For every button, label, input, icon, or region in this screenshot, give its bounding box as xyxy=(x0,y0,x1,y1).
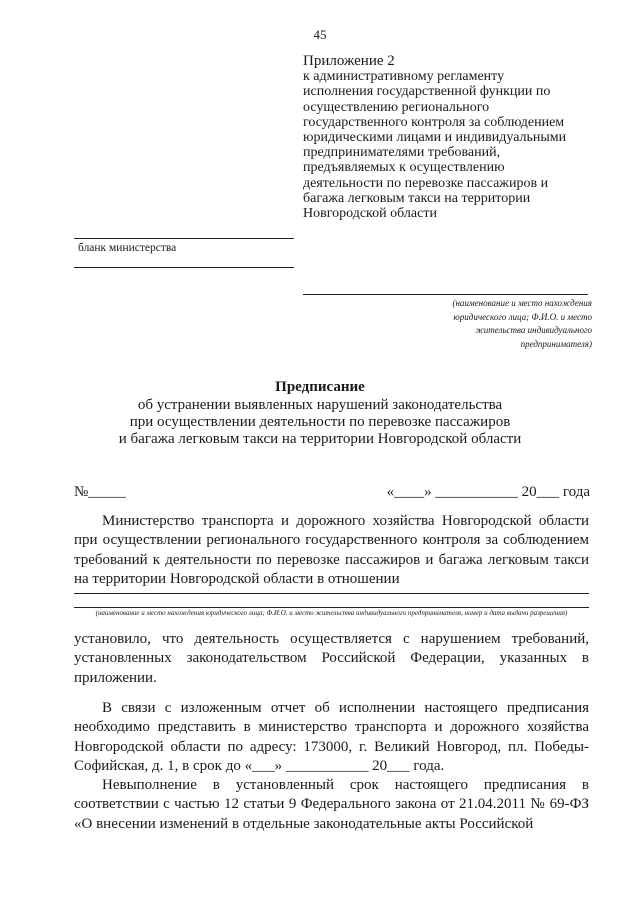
appendix-block xyxy=(303,54,603,221)
fill-note: (наименование и место нахождения юридического лица; Ф.И.О. и место жительства индивидуального предпринимателя, номер и дата выдачи разрешения) xyxy=(95,609,568,617)
addressee-note-line: предпринимателя) xyxy=(520,338,592,349)
appendix-line: к административному регламенту xyxy=(303,69,505,85)
document-subtitle xyxy=(0,397,640,448)
subtitle-line: об устранении выявленных нарушений законодательства xyxy=(137,397,503,413)
page-number: 45 xyxy=(313,27,327,42)
paragraph-findings: установило, что деятельность осуществляется с нарушением требований, установленных законодательством Российской Федерации, указанных в приложении. xyxy=(74,631,589,686)
appendix-line: государственного контроля за соблюдением xyxy=(303,114,565,130)
paragraph-report: В связи с изложенным отчет об исполнении настоящего предписания необходимо представить в министерство транспорта и дорожного хозяйства Новгородской области по адресу: 173000, г. Великий Новгород, пл. Победы-Софийская, д. 1, в срок до «___» ___________ 20___ года. xyxy=(74,700,589,774)
addressee-rule xyxy=(303,294,588,295)
fill-rule xyxy=(74,593,589,594)
addressee-note-line: юридического лица; Ф.И.О. и место xyxy=(453,311,592,322)
paragraph-noncompliance: Невыполнение в установленный срок настоящего предписания в соответствии с частью 12 статьи 9 Федерального закона от 21.04.2011 № 69-ФЗ «О внесении изменений в отдельные законодательные акты Российской xyxy=(74,777,589,832)
appendix-line: багажа легковым такси на территории xyxy=(303,190,531,206)
addressee-note xyxy=(362,297,592,351)
addressee-note-line: жительства индивидуального xyxy=(475,325,592,335)
paragraph-intro: Министерство транспорта и дорожного хозяйства Новгородской области при осуществлении регионального государственного контроля за соблюдением требований к деятельности по перевозке пассажиров и багажа легковым такси на территории Новгородской области в отношении xyxy=(74,513,589,587)
document-title: Предписание xyxy=(275,379,365,395)
appendix-line: исполнения государственной функции по xyxy=(303,84,551,100)
document-date: «____» ___________ 20___ года xyxy=(386,484,590,500)
blank-bottom-rule xyxy=(74,267,294,268)
fill-rule xyxy=(74,607,589,608)
appendix-line: предъявляемых к осуществлению xyxy=(303,160,505,176)
appendix-line: юридическими лицами и индивидуальными xyxy=(303,130,567,146)
appendix-line: деятельности по перевозке пассажиров и xyxy=(303,175,549,191)
appendix-line: осуществлению регионального xyxy=(303,99,490,115)
appendix-line: предпринимателями требований, xyxy=(303,145,501,161)
addressee-note-line: (наименование и место нахождения xyxy=(452,298,592,308)
blank-top-rule xyxy=(74,238,294,239)
document-number: №_____ xyxy=(74,484,126,500)
appendix-title: Приложение 2 xyxy=(303,53,395,69)
subtitle-line: при осуществлении деятельности по перевозке пассажиров xyxy=(129,414,511,430)
subtitle-line: и багажа легковым такси на территории Новгородской области xyxy=(118,431,522,447)
ministry-blank-label: бланк министерства xyxy=(78,242,177,254)
appendix-line: Новгородской области xyxy=(303,206,437,222)
